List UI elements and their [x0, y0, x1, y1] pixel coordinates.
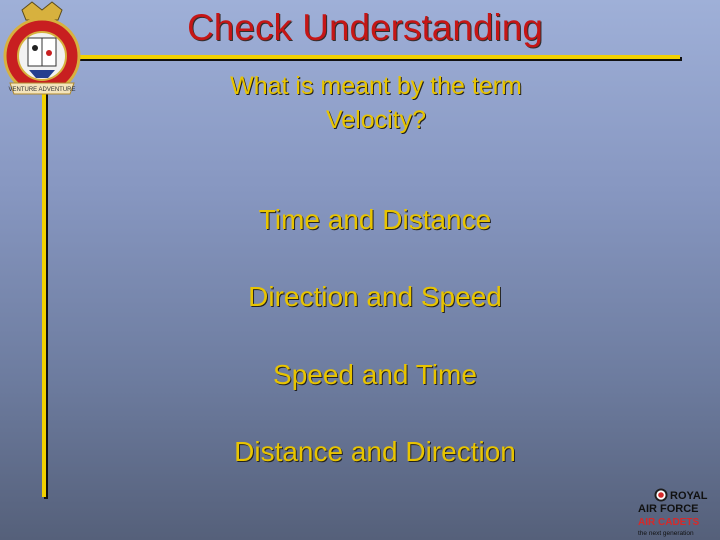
answer-option-3[interactable]: Speed and Time: [273, 359, 477, 390]
logo-line-1: ROYAL: [670, 490, 708, 502]
raf-air-cadets-logo: [630, 483, 718, 538]
logo-tagline: the next generation: [638, 530, 694, 537]
crest-motto: VENTURE ADVENTURE: [8, 87, 76, 93]
left-divider: [42, 67, 46, 497]
slide-title: Check Understanding: [187, 7, 543, 48]
top-divider: [64, 55, 680, 59]
answer-option-4[interactable]: Distance and Direction: [234, 436, 516, 467]
question-text: What is meant by the term Velocity?: [230, 72, 522, 134]
answer-option-1[interactable]: Time and Distance: [258, 204, 492, 235]
logo-line-3: AIR CADETS: [638, 517, 700, 528]
logo-line-2: AIR FORCE: [638, 503, 699, 515]
answer-option-2[interactable]: Direction and Speed: [248, 281, 502, 312]
